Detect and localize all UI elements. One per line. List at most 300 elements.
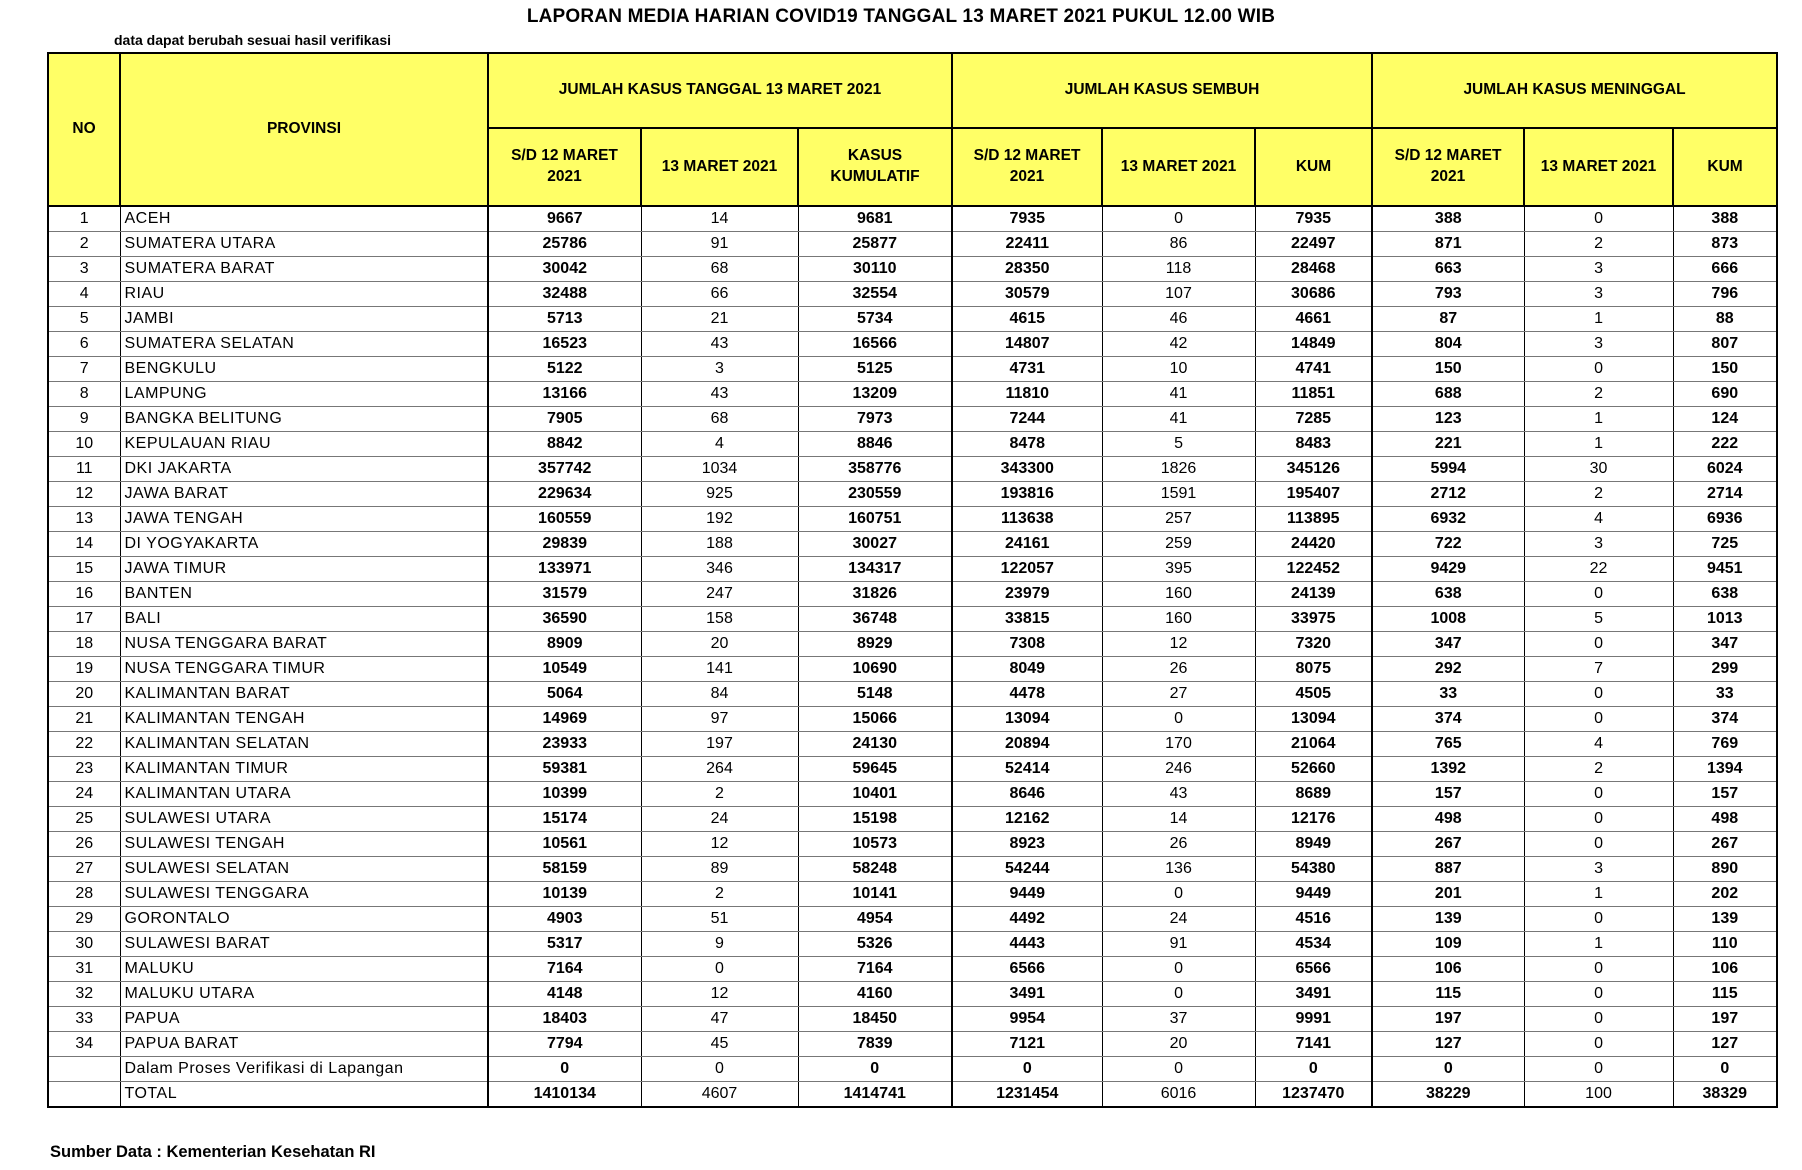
- row-number: 32: [48, 982, 120, 1007]
- cell-value: 7973: [798, 407, 952, 432]
- cell-value: 157: [1372, 782, 1524, 807]
- table-row: [48, 957, 1777, 982]
- cell-value: 1237470: [1255, 1082, 1372, 1108]
- cell-value: 31826: [798, 582, 952, 607]
- cell-value: 21: [641, 307, 798, 332]
- table-row: [48, 732, 1777, 757]
- cell-value: 4534: [1255, 932, 1372, 957]
- cell-value: 87: [1372, 307, 1524, 332]
- cell-value: 638: [1372, 582, 1524, 607]
- table-row: [48, 707, 1777, 732]
- cell-value: 6566: [1255, 957, 1372, 982]
- province-name: JAWA TIMUR: [120, 557, 488, 582]
- cell-value: 925: [641, 482, 798, 507]
- table-row: [48, 1007, 1777, 1032]
- cell-value: 0: [1524, 357, 1673, 382]
- cell-value: 1013: [1673, 607, 1777, 632]
- table-row: [48, 206, 1777, 232]
- cell-value: 122057: [952, 557, 1102, 582]
- table-row: [48, 582, 1777, 607]
- province-name: NUSA TENGGARA BARAT: [120, 632, 488, 657]
- province-name: LAMPUNG: [120, 382, 488, 407]
- cell-value: 8929: [798, 632, 952, 657]
- cell-value: 7308: [952, 632, 1102, 657]
- cell-value: 26: [1102, 657, 1255, 682]
- cell-value: 20894: [952, 732, 1102, 757]
- cell-value: 4741: [1255, 357, 1372, 382]
- cell-value: 3491: [952, 982, 1102, 1007]
- cell-value: 89: [641, 857, 798, 882]
- table-row: [48, 257, 1777, 282]
- cell-value: 0: [1102, 1057, 1255, 1082]
- cell-value: 22411: [952, 232, 1102, 257]
- province-name: SULAWESI SELATAN: [120, 857, 488, 882]
- cell-value: 887: [1372, 857, 1524, 882]
- header-kasus-today: 13 MARET 2021: [641, 128, 798, 206]
- cell-value: 14: [1102, 807, 1255, 832]
- cell-value: 197: [1372, 1007, 1524, 1032]
- province-name: Dalam Proses Verifikasi di Lapangan: [120, 1057, 488, 1082]
- cell-value: 1392: [1372, 757, 1524, 782]
- cell-value: 222: [1673, 432, 1777, 457]
- row-number: 13: [48, 507, 120, 532]
- cell-value: 4731: [952, 357, 1102, 382]
- cell-value: 1591: [1102, 482, 1255, 507]
- cell-value: 1: [1524, 882, 1673, 907]
- province-name: MALUKU UTARA: [120, 982, 488, 1007]
- row-number: 11: [48, 457, 120, 482]
- table-row: [48, 432, 1777, 457]
- province-name: SULAWESI UTARA: [120, 807, 488, 832]
- cell-value: 25786: [488, 232, 641, 257]
- cell-value: 3491: [1255, 982, 1372, 1007]
- cell-value: 192: [641, 507, 798, 532]
- table-body: [48, 206, 1777, 1107]
- cell-value: 7794: [488, 1032, 641, 1057]
- cell-value: 688: [1372, 382, 1524, 407]
- province-name: PAPUA: [120, 1007, 488, 1032]
- cell-value: 6016: [1102, 1082, 1255, 1108]
- cell-value: 8923: [952, 832, 1102, 857]
- header-meninggal-sd: S/D 12 MARET 2021: [1372, 128, 1524, 206]
- cell-value: 160: [1102, 607, 1255, 632]
- cell-value: 134317: [798, 557, 952, 582]
- cell-value: 0: [1524, 632, 1673, 657]
- cell-value: 4607: [641, 1082, 798, 1108]
- cell-value: 13094: [952, 707, 1102, 732]
- cell-value: 66: [641, 282, 798, 307]
- table-row: [48, 557, 1777, 582]
- table-row: [48, 632, 1777, 657]
- cell-value: 2: [1524, 482, 1673, 507]
- cell-value: 1: [1524, 307, 1673, 332]
- report-title: LAPORAN MEDIA HARIAN COVID19 TANGGAL 13 MARET 2021 PUKUL 12.00 WIB: [526, 6, 1276, 27]
- province-name: KALIMANTAN BARAT: [120, 682, 488, 707]
- cell-value: 24161: [952, 532, 1102, 557]
- cell-value: 8483: [1255, 432, 1372, 457]
- cell-value: 1: [1524, 432, 1673, 457]
- province-name: BANTEN: [120, 582, 488, 607]
- cell-value: 6566: [952, 957, 1102, 982]
- cell-value: 2: [641, 882, 798, 907]
- cell-value: 9449: [952, 882, 1102, 907]
- cell-value: 68: [641, 257, 798, 282]
- cell-value: 118: [1102, 257, 1255, 282]
- cell-value: 7: [1524, 657, 1673, 682]
- header-group-meninggal: JUMLAH KASUS MENINGGAL: [1372, 53, 1777, 128]
- cell-value: 4478: [952, 682, 1102, 707]
- header-no: NO: [48, 53, 120, 206]
- cell-value: 25877: [798, 232, 952, 257]
- cell-value: 722: [1372, 532, 1524, 557]
- cell-value: 14849: [1255, 332, 1372, 357]
- table-row: [48, 782, 1777, 807]
- cell-value: 804: [1372, 332, 1524, 357]
- province-name: GORONTALO: [120, 907, 488, 932]
- cell-value: 27: [1102, 682, 1255, 707]
- cell-value: 188: [641, 532, 798, 557]
- cell-value: 10549: [488, 657, 641, 682]
- cell-value: 0: [1524, 707, 1673, 732]
- cell-value: 498: [1673, 807, 1777, 832]
- province-name: ACEH: [120, 206, 488, 232]
- province-name: PAPUA BARAT: [120, 1032, 488, 1057]
- verification-note: data dapat berubah sesuai hasil verifikasi: [114, 32, 391, 48]
- cell-value: 5: [1102, 432, 1255, 457]
- province-name: NUSA TENGGARA TIMUR: [120, 657, 488, 682]
- cell-value: 15198: [798, 807, 952, 832]
- cell-value: 0: [1524, 682, 1673, 707]
- cell-value: 357742: [488, 457, 641, 482]
- cell-value: 38229: [1372, 1082, 1524, 1108]
- cell-value: 8689: [1255, 782, 1372, 807]
- cell-value: 0: [1524, 1032, 1673, 1057]
- cell-value: 374: [1372, 707, 1524, 732]
- table-row: [48, 382, 1777, 407]
- cell-value: 3: [641, 357, 798, 382]
- table-row: [48, 232, 1777, 257]
- row-number: 24: [48, 782, 120, 807]
- cell-value: 5317: [488, 932, 641, 957]
- header-group-kasus: JUMLAH KASUS TANGGAL 13 MARET 2021: [488, 53, 952, 128]
- cell-value: 30686: [1255, 282, 1372, 307]
- cell-value: 2714: [1673, 482, 1777, 507]
- cell-value: 30: [1524, 457, 1673, 482]
- table-row: [48, 307, 1777, 332]
- cell-value: 193816: [952, 482, 1102, 507]
- cell-value: 33815: [952, 607, 1102, 632]
- cell-value: 160751: [798, 507, 952, 532]
- cell-value: 106: [1372, 957, 1524, 982]
- cell-value: 246: [1102, 757, 1255, 782]
- cell-value: 14807: [952, 332, 1102, 357]
- cell-value: 59645: [798, 757, 952, 782]
- cell-value: 0: [1524, 957, 1673, 982]
- cell-value: 5122: [488, 357, 641, 382]
- cell-value: 4903: [488, 907, 641, 932]
- cell-value: 1410134: [488, 1082, 641, 1108]
- cell-value: 4443: [952, 932, 1102, 957]
- cell-value: 33: [1673, 682, 1777, 707]
- cell-value: 88: [1673, 307, 1777, 332]
- row-number: 7: [48, 357, 120, 382]
- cell-value: 24: [641, 807, 798, 832]
- cell-value: 22497: [1255, 232, 1372, 257]
- cell-value: 170: [1102, 732, 1255, 757]
- row-number: 1: [48, 206, 120, 232]
- cell-value: 358776: [798, 457, 952, 482]
- table-row: [48, 657, 1777, 682]
- cell-value: 5125: [798, 357, 952, 382]
- row-number: 27: [48, 857, 120, 882]
- cell-value: 3: [1524, 532, 1673, 557]
- cell-value: 122452: [1255, 557, 1372, 582]
- cell-value: 1826: [1102, 457, 1255, 482]
- province-name: BENGKULU: [120, 357, 488, 382]
- cell-value: 4661: [1255, 307, 1372, 332]
- cell-value: 41: [1102, 407, 1255, 432]
- cell-value: 160: [1102, 582, 1255, 607]
- province-name: KALIMANTAN SELATAN: [120, 732, 488, 757]
- cell-value: 5064: [488, 682, 641, 707]
- cell-value: 12: [1102, 632, 1255, 657]
- cell-value: 43: [641, 332, 798, 357]
- cell-value: 7935: [952, 206, 1102, 232]
- province-name: SULAWESI TENGAH: [120, 832, 488, 857]
- table-row: [48, 507, 1777, 532]
- cell-value: 0: [1372, 1057, 1524, 1082]
- cell-value: 4: [1524, 507, 1673, 532]
- cell-value: 4505: [1255, 682, 1372, 707]
- cell-value: 12: [641, 982, 798, 1007]
- header-provinsi: PROVINSI: [120, 53, 488, 206]
- table-row: [48, 857, 1777, 882]
- cell-value: 58248: [798, 857, 952, 882]
- cell-value: 10561: [488, 832, 641, 857]
- province-name: MALUKU: [120, 957, 488, 982]
- cell-value: 32488: [488, 282, 641, 307]
- table-row: [48, 332, 1777, 357]
- cell-value: 3: [1524, 332, 1673, 357]
- row-number: 4: [48, 282, 120, 307]
- cell-value: 115: [1673, 982, 1777, 1007]
- cell-value: 107: [1102, 282, 1255, 307]
- cell-value: 299: [1673, 657, 1777, 682]
- cell-value: 31579: [488, 582, 641, 607]
- cell-value: 84: [641, 682, 798, 707]
- cell-value: 347: [1673, 632, 1777, 657]
- cell-value: 30579: [952, 282, 1102, 307]
- cell-value: 347: [1372, 632, 1524, 657]
- cell-value: 230559: [798, 482, 952, 507]
- cell-value: 36590: [488, 607, 641, 632]
- cell-value: 36748: [798, 607, 952, 632]
- cell-value: 5148: [798, 682, 952, 707]
- cell-value: 7935: [1255, 206, 1372, 232]
- cell-value: 9451: [1673, 557, 1777, 582]
- row-number: 21: [48, 707, 120, 732]
- cell-value: 1: [1524, 407, 1673, 432]
- row-number: 16: [48, 582, 120, 607]
- header-group-sembuh: JUMLAH KASUS SEMBUH: [952, 53, 1372, 128]
- cell-value: 2: [1524, 382, 1673, 407]
- cell-value: 5994: [1372, 457, 1524, 482]
- cell-value: 6932: [1372, 507, 1524, 532]
- cell-value: 100: [1524, 1082, 1673, 1108]
- cell-value: 20: [1102, 1032, 1255, 1057]
- header-sembuh-sd: S/D 12 MARET 2021: [952, 128, 1102, 206]
- cell-value: 15066: [798, 707, 952, 732]
- row-number: 29: [48, 907, 120, 932]
- cell-value: 0: [1524, 832, 1673, 857]
- cell-value: 9681: [798, 206, 952, 232]
- cell-value: 12162: [952, 807, 1102, 832]
- cell-value: 97: [641, 707, 798, 732]
- cell-value: 1008: [1372, 607, 1524, 632]
- cell-value: 28350: [952, 257, 1102, 282]
- row-number: 22: [48, 732, 120, 757]
- cell-value: 139: [1372, 907, 1524, 932]
- cell-value: 257: [1102, 507, 1255, 532]
- cell-value: 346: [641, 557, 798, 582]
- cell-value: 13094: [1255, 707, 1372, 732]
- cell-value: 113638: [952, 507, 1102, 532]
- cell-value: 20: [641, 632, 798, 657]
- row-number: 34: [48, 1032, 120, 1057]
- province-name: SUMATERA UTARA: [120, 232, 488, 257]
- cell-value: 793: [1372, 282, 1524, 307]
- cell-value: 8949: [1255, 832, 1372, 857]
- table-row: [48, 757, 1777, 782]
- cell-value: 15174: [488, 807, 641, 832]
- cell-value: 8842: [488, 432, 641, 457]
- cell-value: 6936: [1673, 507, 1777, 532]
- cell-value: 229634: [488, 482, 641, 507]
- cell-value: 796: [1673, 282, 1777, 307]
- cell-value: 45: [641, 1032, 798, 1057]
- cell-value: 0: [1102, 206, 1255, 232]
- cell-value: 0: [1524, 206, 1673, 232]
- cell-value: 343300: [952, 457, 1102, 482]
- cell-value: 8646: [952, 782, 1102, 807]
- cell-value: 8049: [952, 657, 1102, 682]
- row-number: 12: [48, 482, 120, 507]
- cell-value: 115: [1372, 982, 1524, 1007]
- table-row: [48, 1057, 1777, 1082]
- cell-value: 12: [641, 832, 798, 857]
- cell-value: 8846: [798, 432, 952, 457]
- cell-value: 59381: [488, 757, 641, 782]
- cell-value: 0: [641, 1057, 798, 1082]
- cell-value: 133971: [488, 557, 641, 582]
- header-meninggal-today: 13 MARET 2021: [1524, 128, 1673, 206]
- cell-value: 23979: [952, 582, 1102, 607]
- cell-value: 638: [1673, 582, 1777, 607]
- cell-value: 871: [1372, 232, 1524, 257]
- covid-report-table: [47, 52, 1778, 1108]
- cell-value: 4148: [488, 982, 641, 1007]
- cell-value: 86: [1102, 232, 1255, 257]
- cell-value: 52414: [952, 757, 1102, 782]
- cell-value: 3: [1524, 282, 1673, 307]
- cell-value: 6024: [1673, 457, 1777, 482]
- cell-value: 769: [1673, 732, 1777, 757]
- cell-value: 91: [1102, 932, 1255, 957]
- cell-value: 106: [1673, 957, 1777, 982]
- table-row: [48, 282, 1777, 307]
- table-row: [48, 682, 1777, 707]
- cell-value: 197: [1673, 1007, 1777, 1032]
- cell-value: 195407: [1255, 482, 1372, 507]
- data-source: Sumber Data : Kementerian Kesehatan RI: [50, 1143, 376, 1161]
- cell-value: 54244: [952, 857, 1102, 882]
- province-name: RIAU: [120, 282, 488, 307]
- cell-value: 10399: [488, 782, 641, 807]
- cell-value: 0: [641, 957, 798, 982]
- cell-value: 10139: [488, 882, 641, 907]
- table-row: [48, 982, 1777, 1007]
- row-number: 3: [48, 257, 120, 282]
- row-number: 15: [48, 557, 120, 582]
- cell-value: 18450: [798, 1007, 952, 1032]
- cell-value: 202: [1673, 882, 1777, 907]
- cell-value: 0: [798, 1057, 952, 1082]
- cell-value: 136: [1102, 857, 1255, 882]
- cell-value: 2: [1524, 232, 1673, 257]
- cell-value: 9954: [952, 1007, 1102, 1032]
- cell-value: 3: [1524, 857, 1673, 882]
- cell-value: 123: [1372, 407, 1524, 432]
- cell-value: 292: [1372, 657, 1524, 682]
- cell-value: 29839: [488, 532, 641, 557]
- cell-value: 26: [1102, 832, 1255, 857]
- cell-value: 4: [641, 432, 798, 457]
- cell-value: 28468: [1255, 257, 1372, 282]
- province-name: SULAWESI BARAT: [120, 932, 488, 957]
- cell-value: 2: [1524, 757, 1673, 782]
- table-row: [48, 607, 1777, 632]
- cell-value: 498: [1372, 807, 1524, 832]
- cell-value: 725: [1673, 532, 1777, 557]
- cell-value: 0: [1524, 982, 1673, 1007]
- cell-value: 197: [641, 732, 798, 757]
- cell-value: 5734: [798, 307, 952, 332]
- province-name: KEPULAUAN RIAU: [120, 432, 488, 457]
- row-number: 26: [48, 832, 120, 857]
- cell-value: 30027: [798, 532, 952, 557]
- cell-value: 127: [1372, 1032, 1524, 1057]
- row-number: 28: [48, 882, 120, 907]
- province-name: BALI: [120, 607, 488, 632]
- row-number: 23: [48, 757, 120, 782]
- cell-value: 690: [1673, 382, 1777, 407]
- cell-value: 395: [1102, 557, 1255, 582]
- cell-value: 0: [1524, 1007, 1673, 1032]
- cell-value: 37: [1102, 1007, 1255, 1032]
- cell-value: 18403: [488, 1007, 641, 1032]
- cell-value: 4160: [798, 982, 952, 1007]
- header-sembuh-kum: KUM: [1255, 128, 1372, 206]
- cell-value: 807: [1673, 332, 1777, 357]
- cell-value: 14969: [488, 707, 641, 732]
- cell-value: 91: [641, 232, 798, 257]
- cell-value: 267: [1372, 832, 1524, 857]
- cell-value: 0: [1673, 1057, 1777, 1082]
- header-kasus-sd: S/D 12 MARET 2021: [488, 128, 641, 206]
- table-row: [48, 1082, 1777, 1108]
- cell-value: 2712: [1372, 482, 1524, 507]
- cell-value: 33: [1372, 682, 1524, 707]
